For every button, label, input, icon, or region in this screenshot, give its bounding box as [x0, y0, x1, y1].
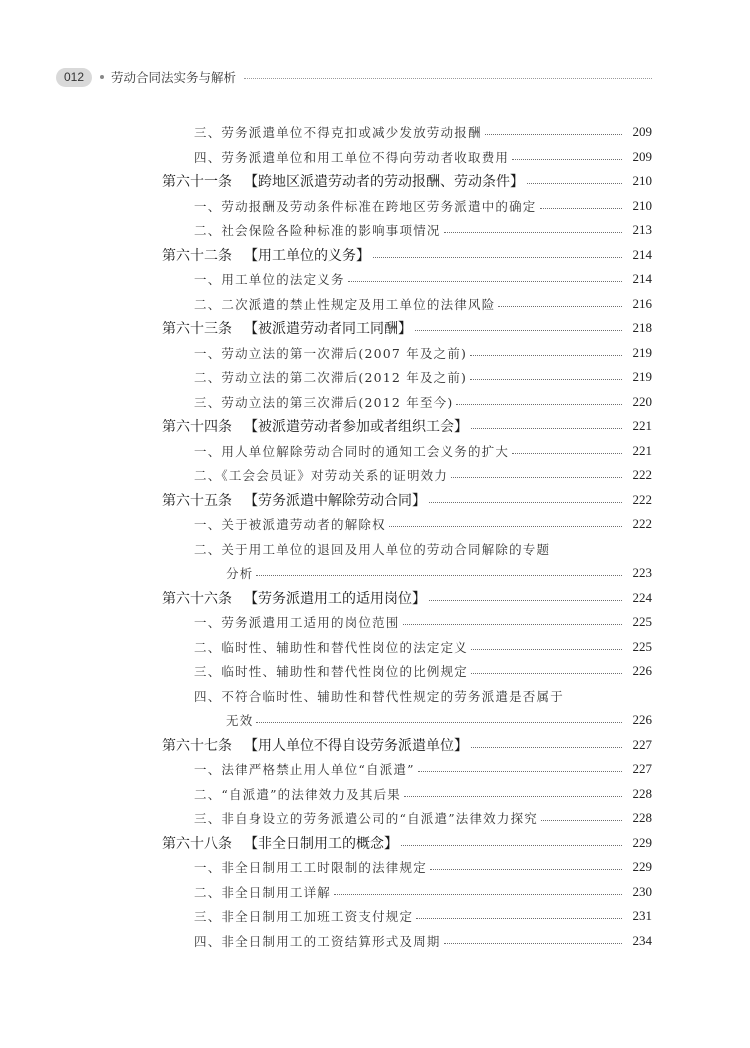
page-number: 229 [632, 834, 652, 850]
page-number: 221 [632, 442, 652, 458]
dot-leader [430, 869, 622, 870]
dot-leader [256, 575, 622, 576]
chapter-number: 第六十一条 [162, 174, 232, 191]
section-title: 四、不符合临时性、辅助性和替代性规定的劳务派遣是否属于 [194, 688, 564, 704]
section-title: 一、劳动报酬及劳动条件标准在跨地区劳务派遣中的确定 [194, 198, 537, 214]
page-number-badge: 012 [56, 68, 92, 87]
toc-section-entry [0, 463, 750, 488]
dot-leader [429, 502, 622, 503]
page-number: 230 [632, 883, 652, 899]
dot-leader [403, 624, 622, 625]
dot-leader [415, 330, 622, 331]
toc-section-entry [0, 194, 750, 219]
toc-section-entry [0, 610, 750, 635]
page-number: 213 [632, 222, 652, 238]
book-title: 劳动合同法实务与解析 [111, 70, 237, 85]
dot-leader [444, 943, 622, 944]
chapter-title: 【用工单位的义务】 [244, 247, 370, 264]
section-title: 二、非全日制用工详解 [194, 884, 332, 900]
toc-chapter-entry [0, 414, 750, 439]
section-title: 二、关于用工单位的退回及用人单位的劳动合同解除的专题 [194, 541, 551, 557]
toc-section-entry [0, 537, 750, 562]
dot-leader [404, 796, 622, 797]
dot-leader [485, 134, 622, 135]
page-number: 216 [632, 295, 652, 311]
dot-leader [471, 649, 622, 650]
page-number: 222 [632, 516, 652, 532]
chapter-title: 【劳务派遣中解除劳动合同】 [244, 492, 426, 509]
page-number: 223 [632, 565, 652, 581]
toc-section-entry [0, 390, 750, 415]
chapter-number: 第六十六条 [162, 590, 232, 607]
page-number: 224 [632, 589, 652, 605]
toc-section-entry [0, 757, 750, 782]
toc-section-entry [0, 292, 750, 317]
page-number: 209 [632, 124, 652, 140]
chapter-title: 【被派遣劳动者参加或者组织工会】 [244, 419, 468, 436]
page-number: 221 [632, 418, 652, 434]
toc-section-entry [0, 659, 750, 684]
dot-leader [471, 747, 622, 748]
chapter-title: 【被派遣劳动者同工同酬】 [244, 321, 412, 338]
chapter-title: 【非全日制用工的概念】 [244, 835, 398, 852]
page-number: 226 [632, 712, 652, 728]
dot-leader [451, 477, 622, 478]
toc-section-entry [0, 855, 750, 880]
section-title: 四、非全日制用工的工资结算形式及周期 [194, 933, 441, 949]
toc-section-entry [0, 512, 750, 537]
page-number: 214 [632, 271, 652, 287]
dot-leader [456, 404, 622, 405]
chapter-number: 第六十七条 [162, 737, 232, 754]
page-number: 226 [632, 663, 652, 679]
dot-leader [444, 232, 622, 233]
section-title: 一、用人单位解除劳动合同时的通知工会义务的扩大 [194, 443, 510, 459]
toc-chapter-entry [0, 243, 750, 268]
section-title: 三、劳动立法的第三次滞后(2012 年至今) [194, 394, 454, 410]
page-number: 225 [632, 638, 652, 654]
toc-chapter-entry [0, 733, 750, 758]
section-title: 一、劳动立法的第一次滞后(2007 年及之前) [194, 345, 468, 361]
section-title: 分析 [226, 566, 254, 582]
page-number: 210 [632, 197, 652, 213]
toc-section-entry [0, 145, 750, 170]
page-number: 231 [632, 908, 652, 924]
toc-chapter-entry [0, 831, 750, 856]
dot-leader [471, 428, 622, 429]
page-number: 229 [632, 859, 652, 875]
chapter-title: 【用人单位不得自设劳务派遣单位】 [244, 737, 468, 754]
dot-leader [373, 257, 622, 258]
section-title: 一、关于被派遣劳动者的解除权 [194, 517, 386, 533]
section-title: 三、非自身设立的劳务派遣公司的“自派遣”法律效力探究 [194, 811, 538, 827]
toc-section-entry [0, 904, 750, 929]
dot-leader [418, 771, 622, 772]
dot-leader [471, 673, 622, 674]
section-title: 无效 [226, 713, 254, 729]
dot-leader [429, 600, 622, 601]
chapter-number: 第六十四条 [162, 419, 232, 436]
running-header [56, 66, 652, 88]
page-number: 227 [632, 736, 652, 752]
dot-leader [540, 208, 622, 209]
section-title: 一、非全日制用工工时限制的法律规定 [194, 860, 427, 876]
dot-leader [527, 183, 622, 184]
chapter-number: 第六十二条 [162, 247, 232, 264]
chapter-number: 第六十八条 [162, 835, 232, 852]
toc-section-entry [0, 267, 750, 292]
section-title: 三、劳务派遣单位不得克扣或减少发放劳动报酬 [194, 125, 482, 141]
chapter-title: 【劳务派遣用工的适用岗位】 [244, 590, 426, 607]
page-number: 219 [632, 344, 652, 360]
chapter-title: 【跨地区派遣劳动者的劳动报酬、劳动条件】 [244, 174, 524, 191]
section-title: 二、“自派遣”的法律效力及其后果 [194, 786, 401, 802]
page-number: 219 [632, 369, 652, 385]
toc-section-entry [0, 439, 750, 464]
table-of-contents [0, 120, 750, 953]
dot-leader [256, 722, 622, 723]
chapter-number: 第六十五条 [162, 492, 232, 509]
page-number: 227 [632, 761, 652, 777]
section-title: 一、劳务派遣用工适用的岗位范围 [194, 615, 400, 631]
dot-leader [470, 355, 622, 356]
dot-leader [401, 845, 622, 846]
dot-leader [512, 159, 622, 160]
page-number: 228 [632, 785, 652, 801]
dot-leader [334, 894, 622, 895]
toc-section-entry [0, 929, 750, 954]
section-title: 二、《工会会员证》对劳动关系的证明效力 [194, 468, 449, 484]
page-number: 234 [632, 932, 652, 948]
section-title: 一、法律严格禁止用人单位“自派遣” [194, 762, 415, 778]
toc-section-entry [0, 635, 750, 660]
toc-section-entry [0, 708, 750, 733]
toc-section-entry [0, 684, 750, 709]
section-title: 二、临时性、辅助性和替代性岗位的法定定义 [194, 639, 469, 655]
dot-leader [512, 453, 622, 454]
section-title: 四、劳务派遣单位和用工单位不得向劳动者收取费用 [194, 149, 510, 165]
toc-chapter-entry [0, 316, 750, 341]
toc-section-entry [0, 218, 750, 243]
dot-leader [470, 379, 622, 380]
toc-chapter-entry [0, 169, 750, 194]
chapter-number: 第六十三条 [162, 321, 232, 338]
section-title: 一、用工单位的法定义务 [194, 272, 345, 288]
dot-leader [348, 281, 622, 282]
toc-section-entry [0, 561, 750, 586]
section-title: 三、临时性、辅助性和替代性岗位的比例规定 [194, 664, 469, 680]
separator-dot-icon [100, 75, 104, 79]
dot-leader [416, 918, 622, 919]
toc-chapter-entry [0, 586, 750, 611]
toc-section-entry [0, 806, 750, 831]
header-dotted-rule [244, 78, 652, 79]
page-number: 220 [632, 393, 652, 409]
toc-section-entry [0, 120, 750, 145]
toc-section-entry [0, 782, 750, 807]
page-number: 222 [632, 491, 652, 507]
toc-section-entry [0, 365, 750, 390]
toc-section-entry [0, 880, 750, 905]
section-title: 二、二次派遣的禁止性规定及用工单位的法律风险 [194, 296, 496, 312]
page-number: 225 [632, 614, 652, 630]
page-number: 209 [632, 148, 652, 164]
dot-leader [541, 820, 622, 821]
toc-section-entry [0, 341, 750, 366]
dot-leader [498, 306, 622, 307]
section-title: 三、非全日制用工加班工资支付规定 [194, 909, 414, 925]
toc-chapter-entry [0, 488, 750, 513]
page-number: 218 [632, 320, 652, 336]
page-number: 210 [632, 173, 652, 189]
section-title: 二、劳动立法的第二次滞后(2012 年及之前) [194, 370, 468, 386]
page-number: 214 [632, 246, 652, 262]
dot-leader [389, 526, 622, 527]
page-number: 228 [632, 810, 652, 826]
section-title: 二、社会保险各险种标准的影响事项情况 [194, 223, 441, 239]
page-number: 222 [632, 467, 652, 483]
